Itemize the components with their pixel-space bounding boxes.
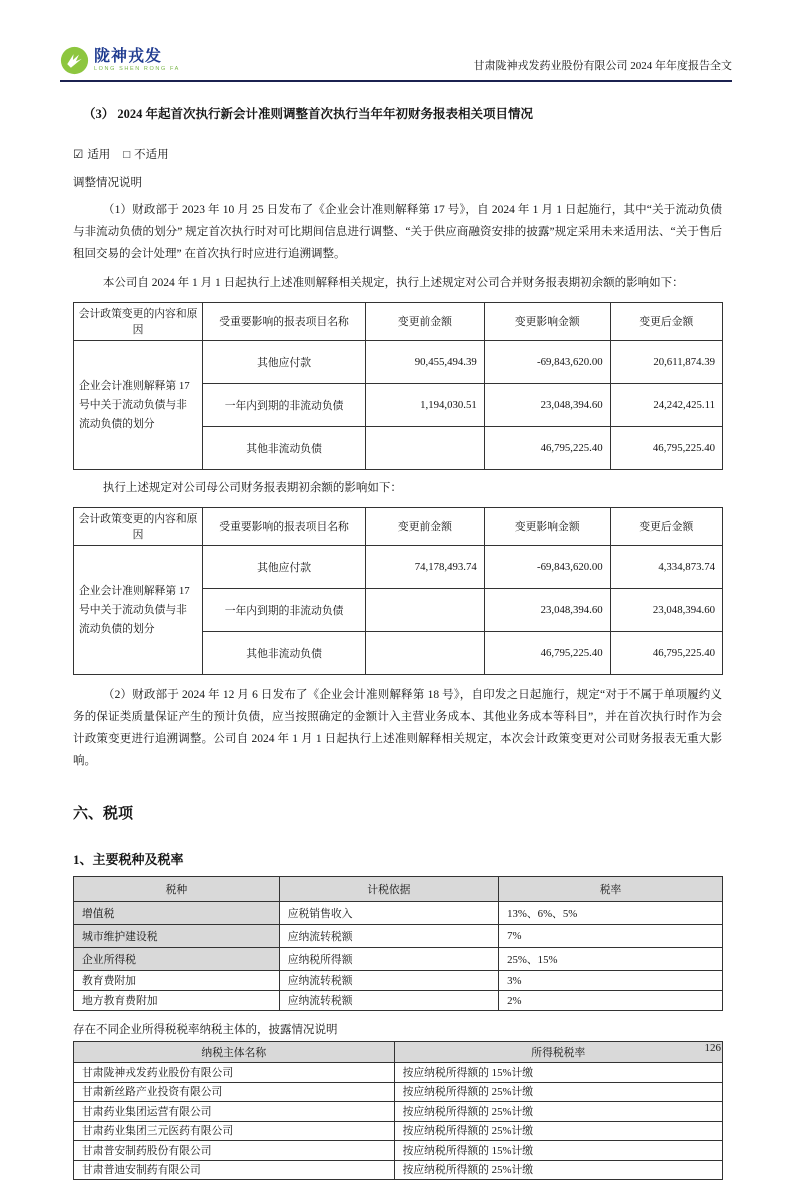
table-header-row	[74, 303, 723, 341]
item-cell: 其他非流动负债	[203, 632, 366, 675]
impact-cell: 46,795,225.40	[484, 427, 610, 470]
tax-type-cell: 企业所得税	[74, 948, 280, 971]
col-reason: 会计政策变更的内容和原因	[74, 303, 203, 341]
col-impact: 变更影响金额	[484, 508, 610, 546]
col-reason: 会计政策变更的内容和原因	[74, 508, 203, 546]
entity-rate-cell: 按应纳税所得额的 25%计缴	[394, 1121, 722, 1141]
table-row	[74, 1082, 723, 1102]
table-row	[74, 546, 723, 589]
tax-type-cell: 城市维护建设税	[74, 925, 280, 948]
item-cell: 一年内到期的非流动负债	[203, 589, 366, 632]
col-after: 变更后金额	[610, 303, 722, 341]
item-cell: 其他应付款	[203, 546, 366, 589]
table-row	[74, 991, 723, 1011]
impact-cell: 46,795,225.40	[484, 632, 610, 675]
entity-rate-cell: 按应纳税所得额的 25%计缴	[394, 1082, 722, 1102]
tax-rate-cell: 25%、15%	[499, 948, 723, 971]
col-tax-basis: 计税依据	[279, 877, 498, 902]
table-row	[74, 1063, 723, 1083]
page-number: 126	[704, 1042, 721, 1054]
after-cell: 20,611,874.39	[610, 341, 722, 384]
before-cell	[366, 427, 485, 470]
entity-name-cell: 甘肃药业集团三元医药有限公司	[74, 1121, 395, 1141]
tax-type-cell: 增值税	[74, 902, 280, 925]
entity-rate-cell: 按应纳税所得额的 25%计缴	[394, 1102, 722, 1122]
brand-name: 陇神戎发	[94, 47, 163, 65]
not-applicable-label: 不适用	[134, 149, 169, 161]
tax-basis-cell: 应税销售收入	[279, 902, 498, 925]
change-reason-cell: 企业会计准则解释第 17 号中关于流动负债与非流动负债的划分	[74, 341, 203, 470]
tax-rate-cell: 7%	[499, 925, 723, 948]
paragraph-2: （2）财政部于 2024 年 12 月 6 日发布了《企业会计准则解释第 18 号》，自印发之日起施行，规定“对于不属于单项履约义务的保证类质量保证产生的预计负债，应当按照确定的金额计入主营业务成本、其他业务成本等科目”，并在首次执行时作为会计政策变更进行追溯调整。公司自 2024 年 1 月 1 日起执行上述准则解释相关规定，本次会计政策变更对公司财务报表无重大影响。	[73, 689, 722, 767]
entity-name-cell: 甘肃普安制药股份有限公司	[74, 1141, 395, 1161]
impact-cell: 23,048,394.60	[484, 384, 610, 427]
adjustment-note-label: 调整情况说明	[73, 177, 142, 189]
item-cell: 其他应付款	[203, 341, 366, 384]
document-title: 甘肃陇神戎发药业股份有限公司 2024 年年度报告全文	[473, 60, 732, 72]
entity-name-cell: 甘肃药业集团运营有限公司	[74, 1102, 395, 1122]
entity-rate-cell: 按应纳税所得额的 15%计缴	[394, 1063, 722, 1083]
after-cell: 24,242,425.11	[610, 384, 722, 427]
entity-rate-cell: 按应纳税所得额的 25%计缴	[394, 1160, 722, 1180]
before-cell: 90,455,494.39	[366, 341, 485, 384]
tax-basis-cell: 应纳流转税额	[279, 971, 498, 991]
logo-bird-icon	[60, 46, 89, 75]
table-row	[74, 1160, 723, 1180]
col-entity-name: 纳税主体名称	[74, 1042, 395, 1063]
col-item: 受重要影响的报表项目名称	[203, 303, 366, 341]
parent-adjustment-table	[73, 507, 723, 675]
section-3-heading: （3） 2024 年起首次执行新会计准则调整首次执行当年年初财务报表相关项目情况	[83, 107, 534, 121]
table-row	[74, 902, 723, 925]
section-6-1-heading: 1、主要税种及税率	[73, 852, 184, 867]
parent-lead: 执行上述规定对公司母公司财务报表期初余额的影响如下：	[102, 482, 402, 494]
before-cell: 1,194,030.51	[366, 384, 485, 427]
tax-basis-cell: 应纳流转税额	[279, 925, 498, 948]
item-cell: 一年内到期的非流动负债	[203, 384, 366, 427]
checked-checkbox-icon: ☑	[73, 149, 84, 161]
col-income-tax-rate: 所得税税率	[394, 1042, 722, 1063]
before-cell	[366, 589, 485, 632]
tax-rate-table	[73, 876, 723, 1011]
table-row	[74, 1121, 723, 1141]
brand-subtitle: LONG SHEN RONG FA	[94, 65, 180, 72]
taxpayer-entity-table	[73, 1041, 723, 1180]
entity-name-cell: 甘肃陇神戎发药业股份有限公司	[74, 1063, 395, 1083]
page-header	[60, 46, 732, 82]
entity-note: 存在不同企业所得税税率纳税主体的，披露情况说明	[73, 1024, 338, 1036]
table-header-row	[74, 877, 723, 902]
table-row	[74, 925, 723, 948]
col-item: 受重要影响的报表项目名称	[203, 508, 366, 546]
table-header-row	[74, 508, 723, 546]
entity-name-cell: 甘肃普迪安制药有限公司	[74, 1160, 395, 1180]
before-cell	[366, 632, 485, 675]
consolidated-adjustment-table	[73, 302, 723, 470]
col-after: 变更后金额	[610, 508, 722, 546]
before-cell: 74,178,493.74	[366, 546, 485, 589]
after-cell: 46,795,225.40	[610, 427, 722, 470]
col-before: 变更前金额	[366, 508, 485, 546]
tax-rate-cell: 2%	[499, 991, 723, 1011]
col-before: 变更前金额	[366, 303, 485, 341]
table-row	[74, 1102, 723, 1122]
entity-rate-cell: 按应纳税所得额的 15%计缴	[394, 1141, 722, 1161]
col-impact: 变更影响金额	[484, 303, 610, 341]
tax-type-cell: 地方教育费附加	[74, 991, 280, 1011]
change-reason-cell: 企业会计准则解释第 17 号中关于流动负债与非流动负债的划分	[74, 546, 203, 675]
company-logo	[60, 46, 180, 75]
table-row	[74, 971, 723, 991]
applicable-label: 适用	[87, 149, 111, 161]
page-content	[60, 104, 732, 1180]
consolidated-lead: 本公司自 2024 年 1 月 1 日起执行上述准则解释相关规定，执行上述规定对公司合并财务报表期初余额的影响如下：	[102, 277, 684, 289]
tax-rate-cell: 3%	[499, 971, 723, 991]
entity-name-cell: 甘肃新丝路产业投资有限公司	[74, 1082, 395, 1102]
tax-type-cell: 教育费附加	[74, 971, 280, 991]
col-tax-type: 税种	[74, 877, 280, 902]
applicability-line	[73, 146, 722, 162]
table-row	[74, 1141, 723, 1161]
after-cell: 23,048,394.60	[610, 589, 722, 632]
item-cell: 其他非流动负债	[203, 427, 366, 470]
tax-basis-cell: 应纳流转税额	[279, 991, 498, 1011]
table-row	[74, 948, 723, 971]
logo-text	[94, 49, 180, 73]
impact-cell: -69,843,620.00	[484, 546, 610, 589]
after-cell: 4,334,873.74	[610, 546, 722, 589]
section-6-heading: 六、税项	[73, 806, 134, 822]
table-header-row	[74, 1042, 723, 1063]
impact-cell: 23,048,394.60	[484, 589, 610, 632]
table-row	[74, 341, 723, 384]
unchecked-checkbox-icon: □	[123, 149, 131, 161]
tax-basis-cell: 应纳税所得额	[279, 948, 498, 971]
tax-rate-cell: 13%、6%、5%	[499, 902, 723, 925]
paragraph-1: （1）财政部于 2023 年 10 月 25 日发布了《企业会计准则解释第 17 号》，自 2024 年 1 月 1 日起施行，其中“关于流动负债与非流动负债的划分” 规定首次执行时对可比期间信息进行调整、“关于供应商融资安排的披露”规定采用未来适用法、“关于售后租回交易的会计处理” 在首次执行时应进行追溯调整。	[73, 204, 722, 260]
after-cell: 46,795,225.40	[610, 632, 722, 675]
impact-cell: -69,843,620.00	[484, 341, 610, 384]
col-tax-rate: 税率	[499, 877, 723, 902]
